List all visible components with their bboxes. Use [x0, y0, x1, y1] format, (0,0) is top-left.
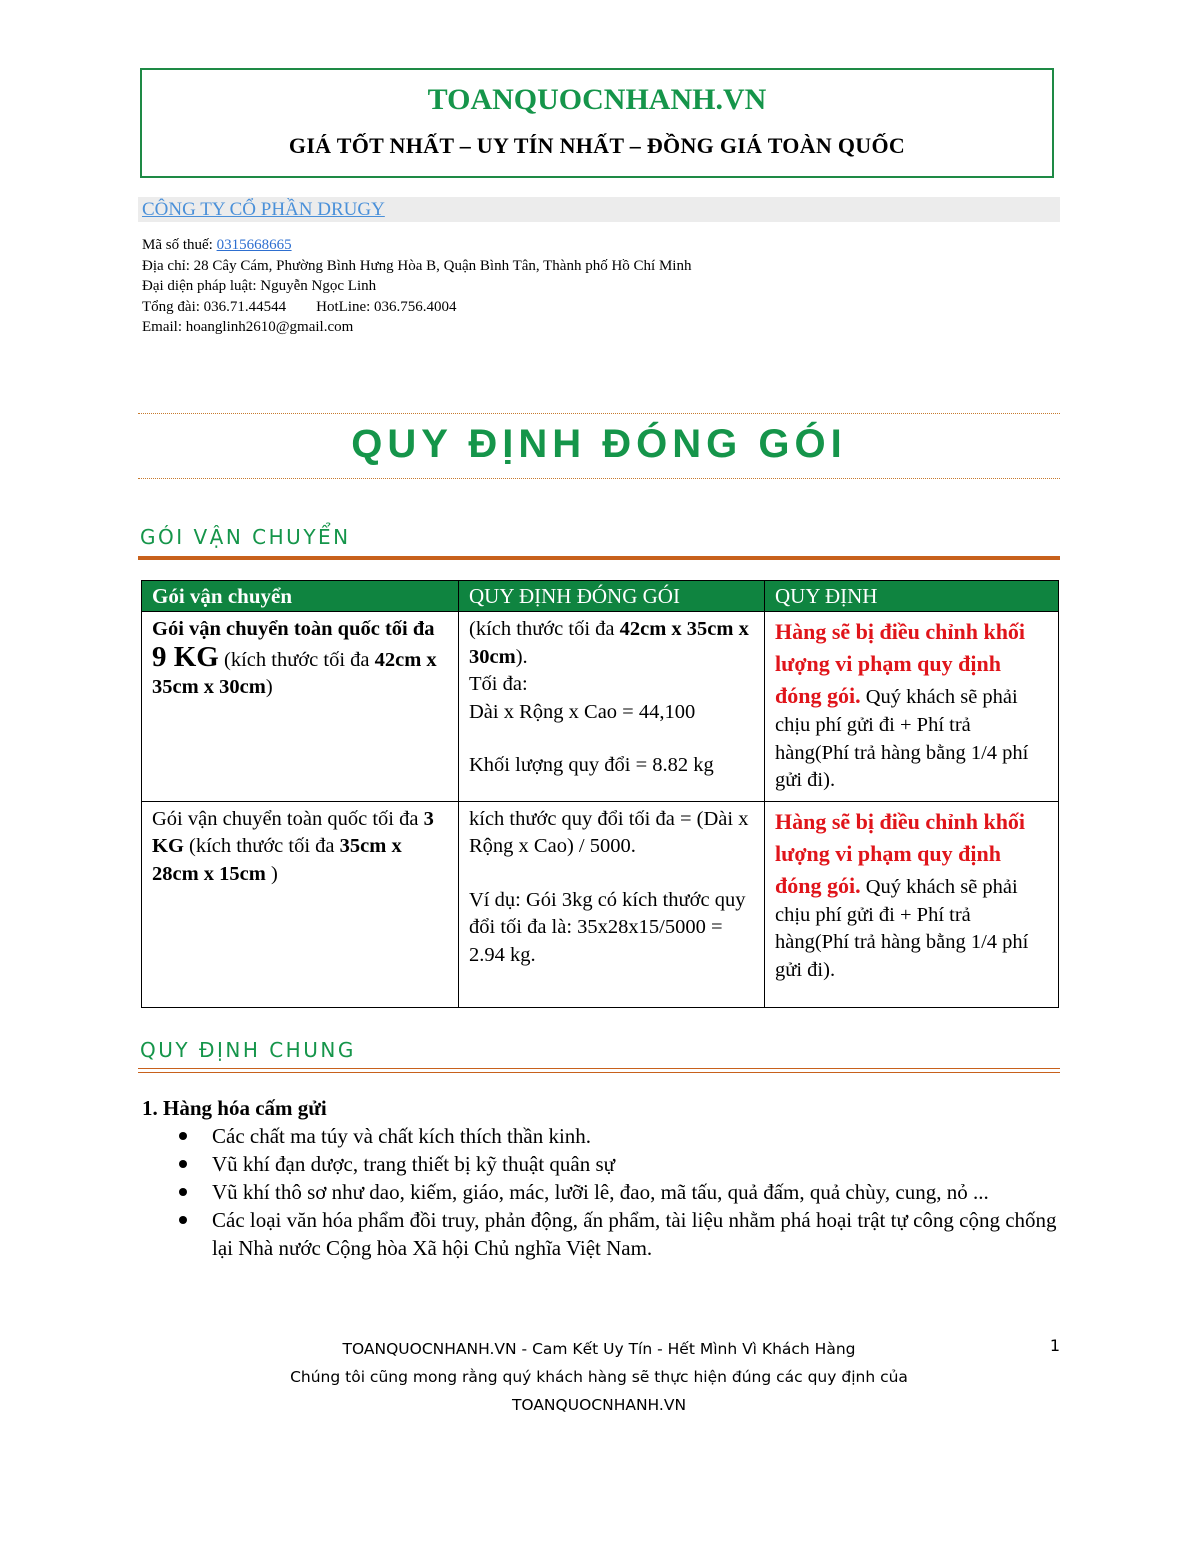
bullet-icon	[179, 1160, 187, 1168]
footer-line: Chúng tôi cũng mong rằng quý khách hàng sẽ thực hiện đúng các quy định của	[290, 1368, 908, 1386]
bullet-icon	[179, 1132, 187, 1140]
warning-text: Hàng sẽ bị điều chỉnh khối lượng vi phạm quy định đóng gói.	[775, 619, 1026, 708]
penalty-cell: Hàng sẽ bị điều chỉnh khối lượng vi phạm quy định đóng gói. Quý khách sẽ phải chịu phí gửi đi + Phí trả hàng(Phí trả hàng bằng 1/4 phí gửi đi).	[765, 612, 1059, 802]
company-info	[142, 235, 691, 338]
list-item: Các chất ma túy và chất kích thích thần kinh.	[160, 1122, 1060, 1150]
table-header-row	[142, 581, 1059, 612]
bullet-icon	[179, 1188, 187, 1196]
header-banner	[140, 68, 1054, 178]
phone-row	[142, 297, 691, 318]
bullet-icon	[179, 1216, 187, 1224]
rule-cell: (kích thước tối đa 42cm x 35cm x 30cm). Tối đa: Dài x Rộng x Cao = 44,100 Khối lượng quy đổi = 8.82 kg	[459, 612, 765, 802]
rule-cell: kích thước quy đổi tối đa = (Dài x Rộng x Cao) / 5000. Ví dụ: Gói 3kg có kích thước quy đổi tối đa là: 35x28x15/5000 = 2.94 kg.	[459, 801, 765, 1007]
list-item: Các loại văn hóa phẩm đồi truy, phản động, ấn phẩm, tài liệu nhằm phá hoại trật tự công cộng chống lại Nhà nước Cộng hòa Xã hội Chủ nghĩa Việt Nam.	[160, 1206, 1060, 1262]
column-header: QUY ĐỊNH ĐÓNG GÓI	[459, 581, 765, 612]
footer-line: TOANQUOCNHANH.VN - Cam Kết Uy Tín - Hết Mình Vì Khách Hàng	[342, 1340, 856, 1358]
email: Email: hoanglinh2610@gmail.com	[142, 319, 354, 335]
column-header: QUY ĐỊNH	[765, 581, 1059, 612]
title-top-divider	[138, 413, 1060, 414]
section-divider	[138, 1072, 1060, 1073]
banned-goods-list	[160, 1122, 1060, 1262]
penalty-cell: Hàng sẽ bị điều chỉnh khối lượng vi phạm quy định đóng gói. Quý khách sẽ phải chịu phí gửi đi + Phí trả hàng(Phí trả hàng bằng 1/4 phí gửi đi).	[765, 801, 1059, 1007]
warning-text: Hàng sẽ bị điều chỉnh khối lượng vi phạm quy định đóng gói.	[775, 808, 1026, 898]
page-footer	[138, 1335, 1060, 1419]
page-title: QUY ĐỊNH ĐÓNG GÓI	[351, 422, 847, 466]
slogan: GIÁ TỐT NHẤT – UY TÍN NHẤT – ĐỒNG GIÁ TOÀN QUỐC	[288, 133, 906, 158]
list-item: Vũ khí đạn dược, trang thiết bị kỹ thuật quân sự	[160, 1150, 1060, 1178]
footer-line: TOANQUOCNHANH.VN	[511, 1396, 687, 1414]
address: Địa chỉ: 28 Cây Cám, Phường Bình Hưng Hòa B, Quận Bình Tân, Thành phố Hồ Chí Minh	[142, 257, 692, 274]
hotline: HotLine: 036.756.4004	[316, 298, 457, 315]
tax-row	[142, 235, 691, 256]
legal-representative: Đại diện pháp luật: Nguyễn Ngọc Linh	[142, 278, 377, 294]
tax-code-link[interactable]: 0315668665	[216, 237, 292, 253]
section-title-general: QUY ĐỊNH CHUNG	[140, 1038, 356, 1062]
packaging-rules-table	[141, 580, 1059, 1008]
section-divider	[138, 1068, 1060, 1069]
column-header: Gói vận chuyển	[142, 581, 459, 612]
switchboard: Tổng đài: 036.71.44544	[142, 298, 287, 315]
title-bottom-divider	[138, 478, 1060, 479]
banned-goods-heading: 1. Hàng hóa cấm gửi	[142, 1096, 327, 1120]
section-title-shipping: GÓI VẬN CHUYỂN	[140, 525, 351, 549]
page-number: 1	[1049, 1336, 1060, 1355]
section-divider	[138, 556, 1060, 560]
table-row	[142, 612, 1059, 802]
table-row	[142, 801, 1059, 1007]
list-item: Vũ khí thô sơ như dao, kiếm, giáo, mác, lưỡi lê, đao, mã tấu, quả đấm, quả chùy, cung, nỏ ...	[160, 1178, 1060, 1206]
package-cell: Gói vận chuyển toàn quốc tối đa 3 KG (kích thước tối đa 35cm x 28cm x 15cm )	[142, 801, 459, 1007]
tax-label: Mã số thuế:	[142, 237, 217, 253]
site-name: TOANQUOCNHANH.VN	[427, 83, 767, 116]
package-cell: Gói vận chuyển toàn quốc tối đa 9 KG (kích thước tối đa 42cm x 35cm x 30cm)	[142, 612, 459, 802]
company-name-link[interactable]: CÔNG TY CỔ PHẦN DRUGY	[138, 197, 1060, 222]
